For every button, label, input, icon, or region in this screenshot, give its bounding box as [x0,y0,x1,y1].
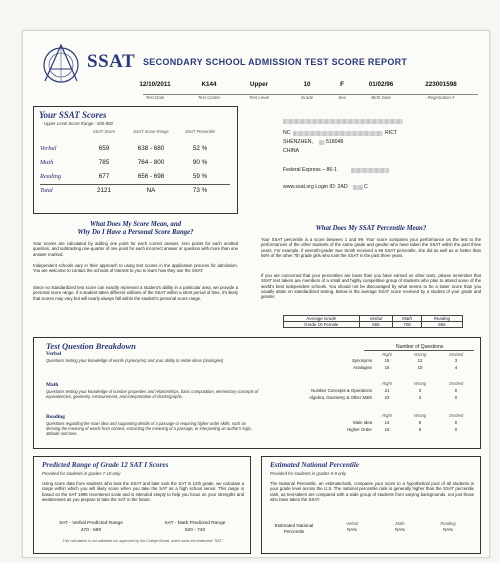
wrong-count: 12 [417,358,423,363]
score-row-label: Total [40,187,53,194]
wrong-count: 10 [417,365,423,370]
omitted-count: 0 [454,388,458,393]
percentile-meaning-p2: If you are concerned that your percentiles are lower than you have earned on other tests, please remember that SSAT test takers are members of a small and highly competitive group of students who plan to attend some of the world's best independent schools. You should not be discouraged by what seems to be a lower score than you usually attain on standardized testing. Below is the average SSAT score received by a student of your grade and gender. [261,273,481,300]
omitted-count: 0 [454,420,458,425]
login-id-suffix: C [364,184,368,190]
sat-range-title: Predicted Range of Grade 12 SAT I Scores [42,461,169,469]
breakdown-row-label: Synonyms [351,358,372,363]
avg-cell: 655 [359,322,393,328]
birth-date-value: 01/02/96 [368,81,394,88]
registration-value: 223001598 [425,81,457,88]
fedex-line: Federal Express – 86-1 [283,167,337,173]
ssat-logo-text: SSAT [87,51,136,72]
score-meaning-p2: Independent schools vary in their approach to using test scores in the application process for admission. You are welcome to contact the schools of interest to you to learn how they use the SSAT. [33,263,238,274]
breakdown-section-name: Verbal [46,351,62,357]
scores-title: Your SSAT Scores [39,110,107,120]
right-count: 14 [384,420,390,425]
national-col-header: Math [395,521,405,526]
score-meaning-heading-line2: Why Do I Have a Personal Score Range? [77,229,194,236]
test-date-label: Test Date [145,95,165,100]
sat-verbal-value: 470 - 590 [80,528,102,533]
percentile-value: 90 % [192,159,208,166]
test-level-label: Test Level [249,95,269,100]
sat-range-box [33,456,251,554]
avg-cell: 656 [421,322,462,328]
col-wrong: Wrong [413,352,427,357]
breakdown-row-label: Number Concepts & Operations [311,388,372,393]
avg-cell: 708 [393,322,421,328]
national-subtitle: Provided for students in grades 5-9 only [270,471,346,476]
national-value: NA% [443,527,453,532]
sat-footnote: This calculation is not validated nor approved by the College Board, which owns the trademark "SAT." [62,539,224,543]
national-title: Estimated National Percentile [270,461,360,469]
score-range-value: 764 - 800 [137,159,165,166]
score-row-label: Reading [40,173,61,180]
sat-math-label: SAT - Math Predicted Range [164,521,226,526]
test-level-value: Upper [249,81,269,88]
wrong-count: 3 [418,395,422,400]
breakdown-section-desc: Questions regarding the main idea and supporting details of a passage or requiring higher order skills, such as deriving the meaning of words from context, extracting the meaning of a passage, or interpreting an author's logic, attitude and tone. [46,421,253,436]
score-value: 2121 [96,187,111,194]
sat-range-para: Using score data from students who took the SSAT and later took the SAT in 12th grade, we calculate a range within which you will likely score when you take the SAT as a high school senior. This range is based on the SAT 1995 recentered scale and is intended simply to help you focus on your strengths and weaknesses as you prepare to take the SAT in the future. [42,481,244,502]
avg-header: Math [393,316,421,322]
right-count: 15 [384,358,390,363]
breakdown-row-label: Higher Order [347,427,372,432]
number-of-questions: Number of Questions [396,344,444,350]
sat-math-value: 620 - 740 [184,528,206,533]
average-score-table [283,315,463,328]
breakdown-title: Test Question Breakdown [46,341,136,351]
breakdown-row-label: Algebra, Geometry & Other Math [309,395,372,400]
omitted-count: 0 [454,427,458,432]
avg-header: Average Grade [284,316,360,322]
national-para: The National Percentile, an estimate/rank, compares your score to a hypothetical pool of all students in your grade level across the U.S. The national percentile rank is generally higher than the SSAT percentile rank, as test-takers are compared with a wide group of students from varying backgrounds, not just those who have taken the SSAT. [270,481,474,502]
score-range-value: 638 - 680 [137,145,165,152]
score-meaning-p3: Since no standardized test score can exactly represent a student's ability in a particular area, we provide a personal score range. If a student takes different editions of the SSAT within a short period of time, it's likely that scores may vary but will nearly always fall within the student's personal score range. [33,285,238,301]
sex-value: F [340,81,344,88]
right-count: 15 [384,427,390,432]
score-range-value: 656 - 698 [137,173,165,180]
address-line1-suffix: RICT [385,130,398,136]
report-title: SECONDARY SCHOOL ADMISSION TEST SCORE REPORT [143,57,408,67]
national-value: NA% [395,527,405,532]
breakdown-row-label: Main Idea [353,420,372,425]
omitted-count: 3 [454,358,458,363]
national-col-header: Verbal [346,521,358,526]
birth-date-label: Birth Date [371,95,391,100]
score-row-label: Math [40,159,54,166]
col-right: Right [382,381,392,386]
avg-header: Reading [421,316,462,322]
grade-label: Grade [300,95,314,100]
col-wrong: Wrong [413,381,427,386]
breakdown-section-name: Reading [46,414,65,420]
col-omitted: Omitted [448,413,464,418]
address-zip: 518048 [326,139,344,145]
score-report-page [22,30,490,558]
right-count: 21 [384,388,390,393]
col-omitted: Omitted [448,381,464,386]
breakdown-section-desc: Questions testing your knowledge of number properties and relationships, basic computation, elementary concepts of equivalencies, geometry, measurement, and interpretation of charts/graphs. [46,389,259,399]
wrong-count: 6 [418,427,422,432]
grade-value: 10 [303,81,311,88]
percentile-value: 52 % [192,145,208,152]
test-center-label: Test Center [197,95,221,100]
sex-label: Sex [338,95,346,100]
col-omitted: Omitted [448,352,464,357]
score-value: 677 [98,173,110,180]
breakdown-section-desc: Questions testing your knowledge of words (synonyms) and your ability to relate ideas (analogies) [46,358,224,363]
wrong-count: 3 [418,388,422,393]
score-meaning-heading-line1: What Does My Score Mean, and [89,221,181,228]
ssat-scores-box [33,106,238,214]
score-value: 659 [98,145,110,152]
right-count: 16 [384,365,390,370]
breakdown-section-name: Math [46,382,59,388]
score-value: 785 [98,159,110,166]
score-meaning-p1: Your scores are calculated by adding one point for each correct answer, zero points for each omitted question, and subtracting one-quarter of one point for each incorrect answer or question with more than one answer marked. [33,241,238,257]
col-right: Right [382,413,392,418]
test-center-value: K144 [201,81,217,88]
omitted-count: 0 [454,395,458,400]
percentile-meaning-heading: What Does My SSAT Percentile Mean? [315,225,427,232]
col-wrong: Wrong [413,413,427,418]
breakdown-row-label: Analogies [353,365,372,370]
sat-range-subtitle: Provided for students in grades 7-10 only [42,471,121,476]
registration-label: Registration # [427,95,455,100]
omitted-count: 4 [454,365,458,370]
redacted-zip [319,140,325,145]
ssat-logo-icon [41,39,89,87]
redacted-address [293,131,383,136]
national-value: NA% [347,527,357,532]
address-city: SHENZHEN, [283,139,313,145]
score-range-value: NA [146,187,156,194]
national-col-header: Reading [440,521,456,526]
col-header-percentile: SSAT Percentile [185,129,215,134]
avg-cell: Grade 10 Female [284,322,360,328]
num-q-divider [364,350,474,351]
wrong-count: 5 [418,420,422,425]
col-right: Right [382,352,392,357]
national-percentile-box [261,456,481,554]
avg-header: Verbal [359,316,393,322]
redacted-phone [351,168,389,173]
percentile-value: 59 % [192,173,208,180]
percentile-meaning-p1: Your SSAT percentile is a score between 1 and 99. Your score compares your performance on the test to the performances of the other students of the same grade and gender who have taken the SSAT within the past three years. For example, if seventh-grader Sue Smith received a 65 SSAT percentile, she did as well as or better than 65% of the other 7th grade girls who took the SSAT in the past three years. [261,237,481,258]
login-id: www.ssat.org Login ID: 2AD [283,184,348,190]
sat-verbal-label: SAT - Verbal Predicted Range [59,521,123,526]
address-country: CHINA [283,148,300,154]
redacted-name [283,119,403,124]
percentile-value: 73 % [192,187,208,194]
right-count: 23 [384,395,390,400]
col-header-range: SSAT Score Range [133,129,169,134]
score-row-label: Verbal [40,145,57,152]
address-line1-prefix: NC [283,130,291,136]
question-breakdown-box [33,337,481,449]
redacted-login [353,185,363,190]
score-meaning-heading [33,221,238,237]
score-range-note: Upper Level Score Range : 500-800 [44,121,113,126]
national-label: Estimated National Percentile [274,523,314,534]
col-header-score: SSAT Score [92,129,116,134]
total-divider [40,184,230,185]
header-divider [143,94,478,95]
test-date-value: 12/10/2011 [139,81,171,88]
